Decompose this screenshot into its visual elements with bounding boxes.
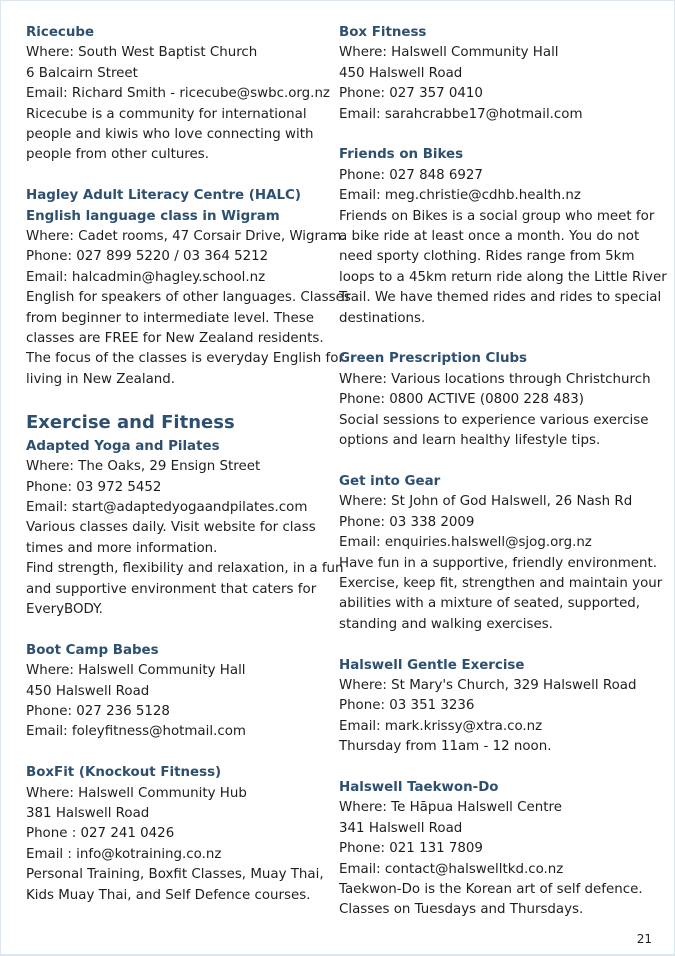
listing-green-prescription-clubs	[339, 349, 649, 451]
listing-description: Classes on Tuesdays and Thursdays.	[339, 902, 584, 918]
listing-title: Adapted Yoga and Pilates	[26, 438, 220, 454]
listing-address: 450 Halswell Road	[339, 65, 463, 81]
listing-title: English language class in Wigram	[26, 208, 280, 224]
listing-location: Where: South West Baptist Church	[26, 45, 258, 61]
listing-location: Where: Various locations through Christchurch	[339, 371, 651, 387]
listing-phone: Phone : 027 241 0426	[26, 826, 175, 842]
listing-phone: Phone: 027 899 5220 / 03 364 5212	[26, 249, 269, 265]
listing-location: Where: St John of God Halswell, 26 Nash Rd	[339, 494, 633, 510]
listing-halswell-taekwon-do	[339, 778, 649, 921]
listing-description: Ricecube is a community for international	[26, 106, 307, 122]
listing-description: need sporty clothing. Rides range from 5km	[339, 249, 635, 265]
listing-boot-camp-babes	[26, 641, 336, 743]
listing-phone: Phone: 03 351 3236	[339, 698, 475, 714]
listing-halswell-gentle-exercise	[339, 656, 649, 758]
listing-description: times and more information.	[26, 540, 218, 556]
listing-location: Where: Halswell Community Hall	[26, 663, 246, 679]
listing-friends-on-bikes	[339, 145, 667, 329]
listing-phone: Phone: 027 357 0410	[339, 86, 483, 102]
listing-description: destinations.	[339, 310, 426, 326]
listing-email[interactable]: Email: mark.krissy@xtra.co.nz	[339, 718, 543, 734]
listing-get-into-gear	[339, 472, 663, 635]
listing-description: English for speakers of other languages. Classes	[26, 290, 351, 306]
listing-email[interactable]: Email: halcadmin@hagley.school.nz	[26, 269, 266, 285]
right-column	[339, 23, 667, 941]
listing-title: Halswell Gentle Exercise	[339, 657, 525, 673]
listing-description: options and learn healthy lifestyle tips.	[339, 433, 601, 449]
listing-description: standing and walking exercises.	[339, 616, 553, 632]
listing-description: Kids Muay Thai, and Self Defence courses.	[26, 887, 311, 903]
listing-description: Find strength, flexibility and relaxation, in a fun	[26, 561, 344, 577]
listing-description: classes are FREE for New Zealand residents.	[26, 331, 324, 347]
listing-location: Where: The Oaks, 29 Ensign Street	[26, 459, 261, 475]
listing-description: Friends on Bikes is a social group who meet for	[339, 208, 655, 224]
listing-description: Social sessions to experience various exercise	[339, 412, 649, 428]
listing-address: 450 Halswell Road	[26, 683, 150, 699]
left-column	[26, 23, 351, 926]
listing-description: people from other cultures.	[26, 147, 209, 163]
listing-phone: Phone: 027 848 6927	[339, 167, 483, 183]
listing-description: and supportive environment that caters for	[26, 581, 317, 597]
listing-description: loops to a 45km return ride along the Little River	[339, 269, 667, 285]
listing-email[interactable]: Email: Richard Smith - ricecube@swbc.org.nz	[26, 86, 330, 102]
listing-description: Thursday from 11am - 12 noon.	[339, 739, 552, 755]
listing-title: Boot Camp Babes	[26, 642, 159, 658]
listing-address: 341 Halswell Road	[339, 820, 463, 836]
listing-email[interactable]: Email: foleyfitness@hotmail.com	[26, 724, 246, 740]
listing-box-fitness	[339, 23, 649, 125]
listing-title: Green Prescription Clubs	[339, 351, 528, 367]
listing-description: The focus of the classes is everyday English for	[26, 351, 344, 367]
page-number: 21	[636, 932, 652, 946]
listing-email[interactable]: Email : info@kotraining.co.nz	[26, 846, 222, 862]
listing-description: EveryBODY.	[26, 601, 103, 617]
listing-description: people and kiwis who love connecting with	[26, 127, 314, 143]
listing-address: 6 Balcairn Street	[26, 65, 138, 81]
listing-title: BoxFit (Knockout Fitness)	[26, 765, 222, 781]
listing-ricecube	[26, 23, 336, 166]
listing-location: Where: Halswell Community Hall	[339, 45, 559, 61]
listing-description: from beginner to intermediate level. These	[26, 310, 314, 326]
listing-title: Halswell Taekwon-Do	[339, 779, 499, 795]
listing-description: living in New Zealand.	[26, 371, 176, 387]
listing-email[interactable]: Email: meg.christie@cdhb.health.nz	[339, 188, 581, 204]
listing-address: 381 Halswell Road	[26, 805, 150, 821]
listing-email[interactable]: Email: start@adaptedyogaandpilates.com	[26, 499, 308, 515]
listing-email[interactable]: Email: contact@halswelltkd.co.nz	[339, 861, 564, 877]
listing-phone: Phone: 027 236 5128	[26, 703, 170, 719]
listing-phone: Phone: 0800 ACTIVE (0800 228 483)	[339, 392, 585, 408]
listing-description: abilities with a mixture of seated, supported,	[339, 596, 641, 612]
listing-adapted-yoga-and-pilates	[26, 437, 344, 621]
listing-email[interactable]: Email: sarahcrabbe17@hotmail.com	[339, 106, 583, 122]
directory-page	[1, 1, 674, 954]
listing-hagley-adult-literacy-centre-halc	[26, 186, 351, 390]
listing-title: Hagley Adult Literacy Centre (HALC)	[26, 188, 301, 204]
listing-description: Exercise, keep fit, strengthen and maintain your	[339, 575, 663, 591]
listing-title: Friends on Bikes	[339, 147, 464, 163]
listing-location: Where: Te Hāpua Halswell Centre	[339, 800, 562, 816]
listing-location: Where: Cadet rooms, 47 Corsair Drive, Wigram.	[26, 229, 346, 245]
listing-description: a bike ride at least once a month. You do not	[339, 229, 640, 245]
listing-title: Get into Gear	[339, 473, 441, 489]
listing-description: Taekwon-Do is the Korean art of self defence.	[339, 881, 643, 897]
listing-description: Various classes daily. Visit website for class	[26, 520, 316, 536]
listing-description: Have fun in a supportive, friendly environment.	[339, 555, 657, 571]
section-heading: Exercise and Fitness	[26, 411, 235, 433]
listing-location: Where: St Mary's Church, 329 Halswell Road	[339, 677, 637, 693]
listing-location: Where: Halswell Community Hub	[26, 785, 247, 801]
listing-title: Box Fitness	[339, 25, 427, 40]
listing-description: Trail. We have themed rides and rides to special	[339, 290, 662, 306]
listing-boxfit-knockout-fitness	[26, 763, 336, 906]
listing-title: Ricecube	[26, 25, 95, 40]
listing-phone: Phone: 021 131 7809	[339, 841, 483, 857]
listing-phone: Phone: 03 972 5452	[26, 479, 162, 495]
listing-description: Personal Training, Boxfit Classes, Muay Thai,	[26, 867, 324, 883]
listing-email[interactable]: Email: enquiries.halswell@sjog.org.nz	[339, 535, 592, 551]
listing-phone: Phone: 03 338 2009	[339, 514, 475, 530]
